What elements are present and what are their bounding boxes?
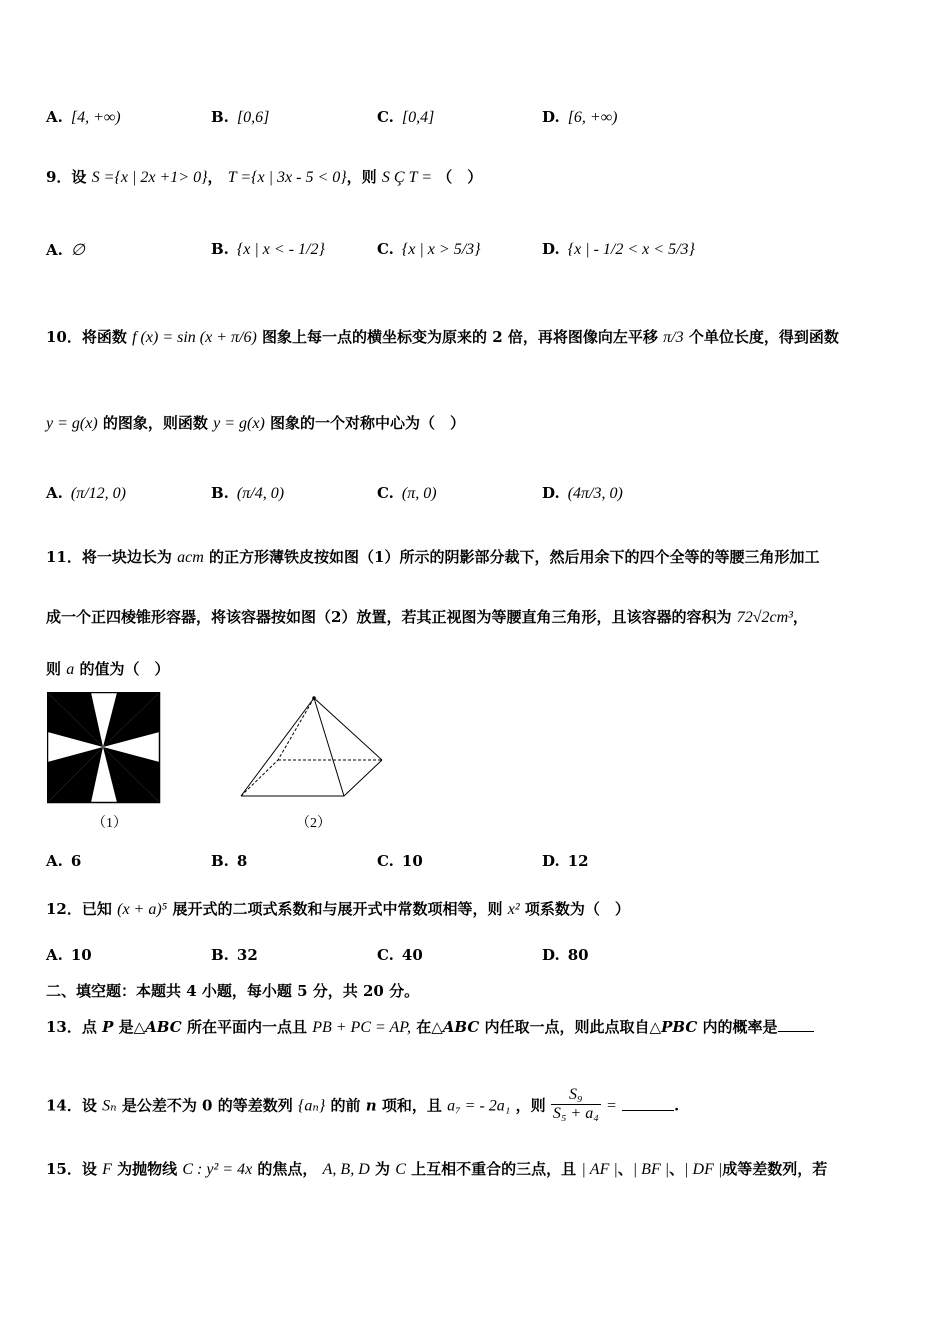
figure-1-caption: （1） [92, 816, 127, 831]
question-15: 15．设 F 为抛物线 C : y² = 4x 的焦点， A, B, D 为 C 上互相不重合的三点，且 | AF |、| BF |、| DF |成等差数列，若 [46, 1160, 828, 1178]
q9-option-c: C. {x | x > 5/3} [377, 240, 481, 258]
fraction: $\frac{\text{S₉}}{\text{S₅ + a₄}}$ [552, 1086, 599, 1122]
q9-option-b: B. {x | x < - 1/2} [211, 240, 325, 258]
q11-option-d: D. 12 [542, 852, 589, 870]
q11-option-a: A. 6 [46, 852, 82, 870]
q10-option-c: C. (π, 0) [377, 484, 437, 502]
q12-option-c: C. 40 [377, 946, 423, 964]
figure-2-caption: （2） [296, 816, 331, 831]
q11-option-c: C. 10 [377, 852, 423, 870]
q9-option-d: D. {x | - 1/2 < x < 5/3} [542, 240, 695, 258]
question-9: 9．设 S ={x | 2x +1> 0}， T ={x | 3x - 5 < 0}，则 S Ç T = （ ） [46, 168, 483, 186]
q12-option-a: A. 10 [46, 946, 92, 964]
answer-blank [622, 1109, 674, 1111]
q11-option-b: B. 8 [211, 852, 248, 870]
section-2-heading: 二、填空题：本题共 4 小题，每小题 5 分，共 20 分。 [46, 982, 420, 1000]
figure-2-pyramid [238, 694, 386, 802]
question-10-cont: y = g(x) 的图象，则函数 y = g(x) 图象的一个对称中心为（ ） [46, 414, 466, 432]
q12-option-d: D. 80 [542, 946, 589, 964]
question-11-cont: 成一个正四棱锥形容器，将该容器按如图（2）放置，若其正视图为等腰直角三角形，且该容器的容积为 72√2cm³， [46, 608, 808, 626]
figure-1-square [47, 692, 161, 804]
q8-option-c: C. [0,4] [377, 108, 435, 126]
q8-option-a: A. [4, +∞) [46, 108, 121, 126]
question-13: 13．点 P 是△ABC 所在平面内一点且 PB + PC = AP, 在△ABC 内任取一点，则此点取自△PBC 内的概率是 [46, 1016, 814, 1037]
question-11: 11．将一块边长为 acm 的正方形薄铁皮按如图（1）所示的阴影部分裁下，然后用余下的四个全等的等腰三角形加工 [46, 548, 820, 566]
question-14: 14．设 Sₙ 是公差不为 0 的等差数列 {aₙ} 的前 n 项和，且 a₇ = - 2a₁ ，则 $\frac{\text{S₉}}{\text{S₅ + a₄}}$ = . [46, 1086, 680, 1122]
question-12: 12．已知 (x + a)⁵ 展开式的二项式系数和与展开式中常数项相等，则 x² 项系数为（ ） [46, 900, 630, 918]
question-10: 10．将函数 f (x) = sin (x + π/6) 图象上每一点的横坐标变为原来的 2 倍，再将图像向左平移 π/3 个单位长度，得到函数 [46, 328, 839, 346]
q8-option-d: D. [6, +∞) [542, 108, 618, 126]
q10-option-a: A. (π/12, 0) [46, 484, 126, 502]
answer-blank [778, 1030, 814, 1032]
q9-option-a: A. ∅ [46, 241, 85, 259]
q12-option-b: B. 32 [211, 946, 258, 964]
q10-option-d: D. (4π/3, 0) [542, 484, 623, 502]
q10-option-b: B. (π/4, 0) [211, 484, 285, 502]
question-11-cont2: 则 a 的值为（ ） [46, 660, 170, 678]
q8-option-b: B. [0,6] [211, 108, 270, 126]
